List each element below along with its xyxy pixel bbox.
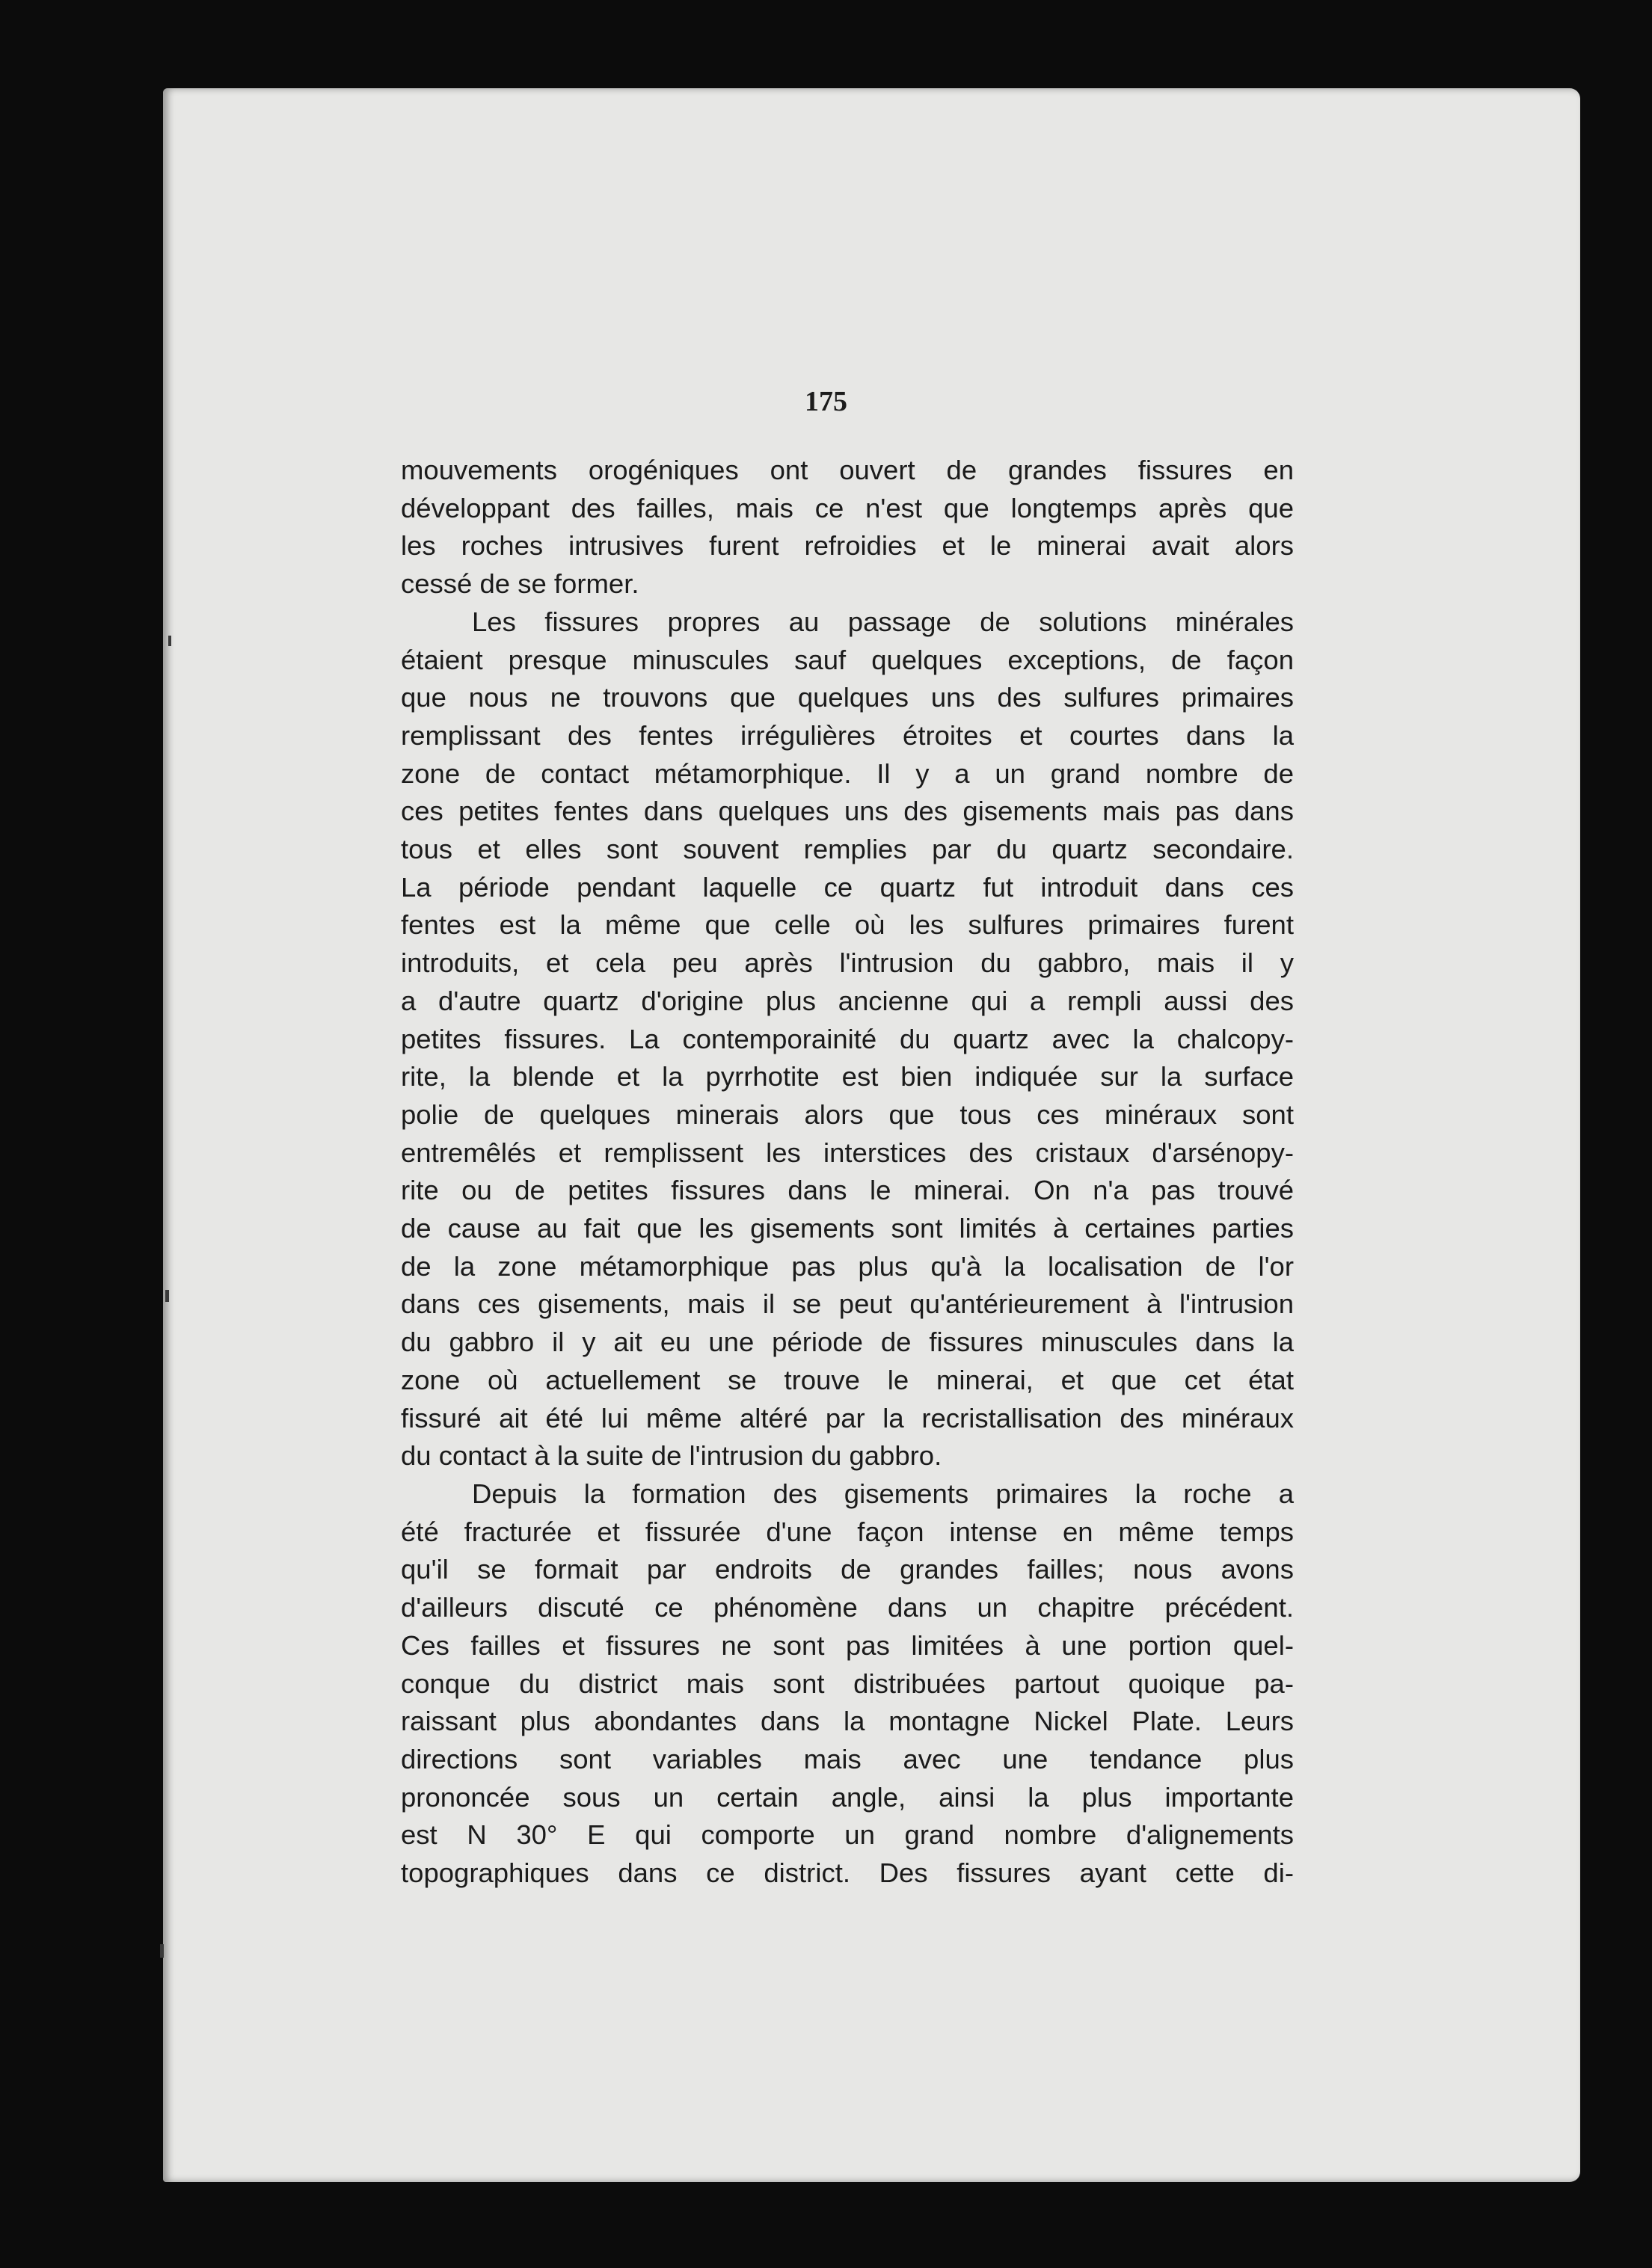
text-line: dans ces gisements, mais il se peut qu'antérieurement à l'intrusion xyxy=(401,1288,1294,1320)
text-line: La période pendant laquelle ce quartz fut introduit dans ces xyxy=(401,871,1294,903)
text-line: Depuis la formation des gisements primaires la roche a xyxy=(472,1478,1294,1509)
text-line: ces petites fentes dans quelques uns des gisements mais pas dans xyxy=(401,796,1294,827)
text-line: petites fissures. La contemporainité du quartz avec la chalcopy- xyxy=(401,1023,1294,1054)
text-line: a d'autre quartz d'origine plus ancienne qui a rempli aussi des xyxy=(401,985,1294,1016)
text-line: remplissant des fentes irrégulières étroites et courtes dans la xyxy=(401,719,1294,751)
body-text xyxy=(401,452,1294,1893)
text-line: topographiques dans ce district. Des fissures ayant cette di- xyxy=(401,1857,1294,1889)
paragraph xyxy=(401,603,1294,1475)
text-line: introduits, et cela peu après l'intrusion du gabbro, mais il y xyxy=(401,947,1294,979)
gutter-mark xyxy=(165,1290,169,1302)
text-line: est N 30° E qui comporte un grand nombre d'alignements xyxy=(401,1819,1294,1851)
text-line: de cause au fait que les gisements sont limités à certaines parties xyxy=(401,1213,1294,1244)
gutter-mark xyxy=(168,636,171,646)
text-line: entremêlés et remplissent les interstices des cristaux d'arsénopy- xyxy=(401,1137,1294,1168)
text-line: du gabbro il y ait eu une période de fissures minuscules dans la xyxy=(401,1327,1294,1358)
text-line: d'ailleurs discuté ce phénomène dans un chapitre précédent. xyxy=(401,1592,1294,1623)
text-line: développant des failles, mais ce n'est que longtemps après que xyxy=(401,492,1294,523)
text-line: zone de contact métamorphique. Il y a un grand nombre de xyxy=(401,757,1294,789)
text-line: zone où actuellement se trouve le minerai, et que cet état xyxy=(401,1364,1294,1395)
text-line: qu'il se formait par endroits de grandes failles; nous avons xyxy=(401,1554,1294,1585)
text-line: rite, la blende et la pyrrhotite est bien indiquée sur la surface xyxy=(401,1061,1294,1092)
text-line: du contact à la suite de l'intrusion du gabbro. xyxy=(401,1440,942,1472)
text-line: de la zone métamorphique pas plus qu'à la localisation de l'or xyxy=(401,1250,1294,1282)
gutter-mark xyxy=(160,1944,164,1958)
text-line: prononcée sous un certain angle, ainsi la plus importante xyxy=(401,1781,1294,1813)
text-line: étaient presque minuscules sauf quelques exceptions, de façon xyxy=(401,644,1294,675)
text-line: été fracturée et fissurée d'une façon intense en même temps xyxy=(401,1516,1294,1547)
text-line: fissuré ait été lui même altéré par la recristallisation des minéraux xyxy=(401,1402,1294,1433)
text-line: cessé de se former. xyxy=(401,568,639,600)
text-line: fentes est la même que celle où les sulfures primaires furent xyxy=(401,909,1294,941)
paragraph xyxy=(401,452,1294,603)
text-line: conque du district mais sont distribuées partout quoique pa- xyxy=(401,1668,1294,1699)
text-line: tous et elles sont souvent remplies par du quartz secondaire. xyxy=(401,834,1294,865)
page-number: 175 xyxy=(805,386,847,417)
text-line: polie de quelques minerais alors que tous ces minéraux sont xyxy=(401,1098,1294,1130)
text-line: raissant plus abondantes dans la montagne Nickel Plate. Leurs xyxy=(401,1706,1294,1737)
text-line: Les fissures propres au passage de solutions minérales xyxy=(472,606,1294,637)
text-line: directions sont variables mais avec une tendance plus xyxy=(401,1743,1294,1774)
text-line: mouvements orogéniques ont ouvert de grandes fissures en xyxy=(401,455,1294,485)
text-line: rite ou de petites fissures dans le minerai. On n'a pas trouvé xyxy=(401,1175,1294,1206)
text-line: les roches intrusives furent refroidies et le minerai avait alors xyxy=(401,530,1294,562)
text-line: que nous ne trouvons que quelques uns des sulfures primaires xyxy=(401,682,1294,713)
text-line: Ces failles et fissures ne sont pas limitées à une portion quel- xyxy=(401,1629,1294,1661)
paragraph xyxy=(401,1475,1294,1893)
